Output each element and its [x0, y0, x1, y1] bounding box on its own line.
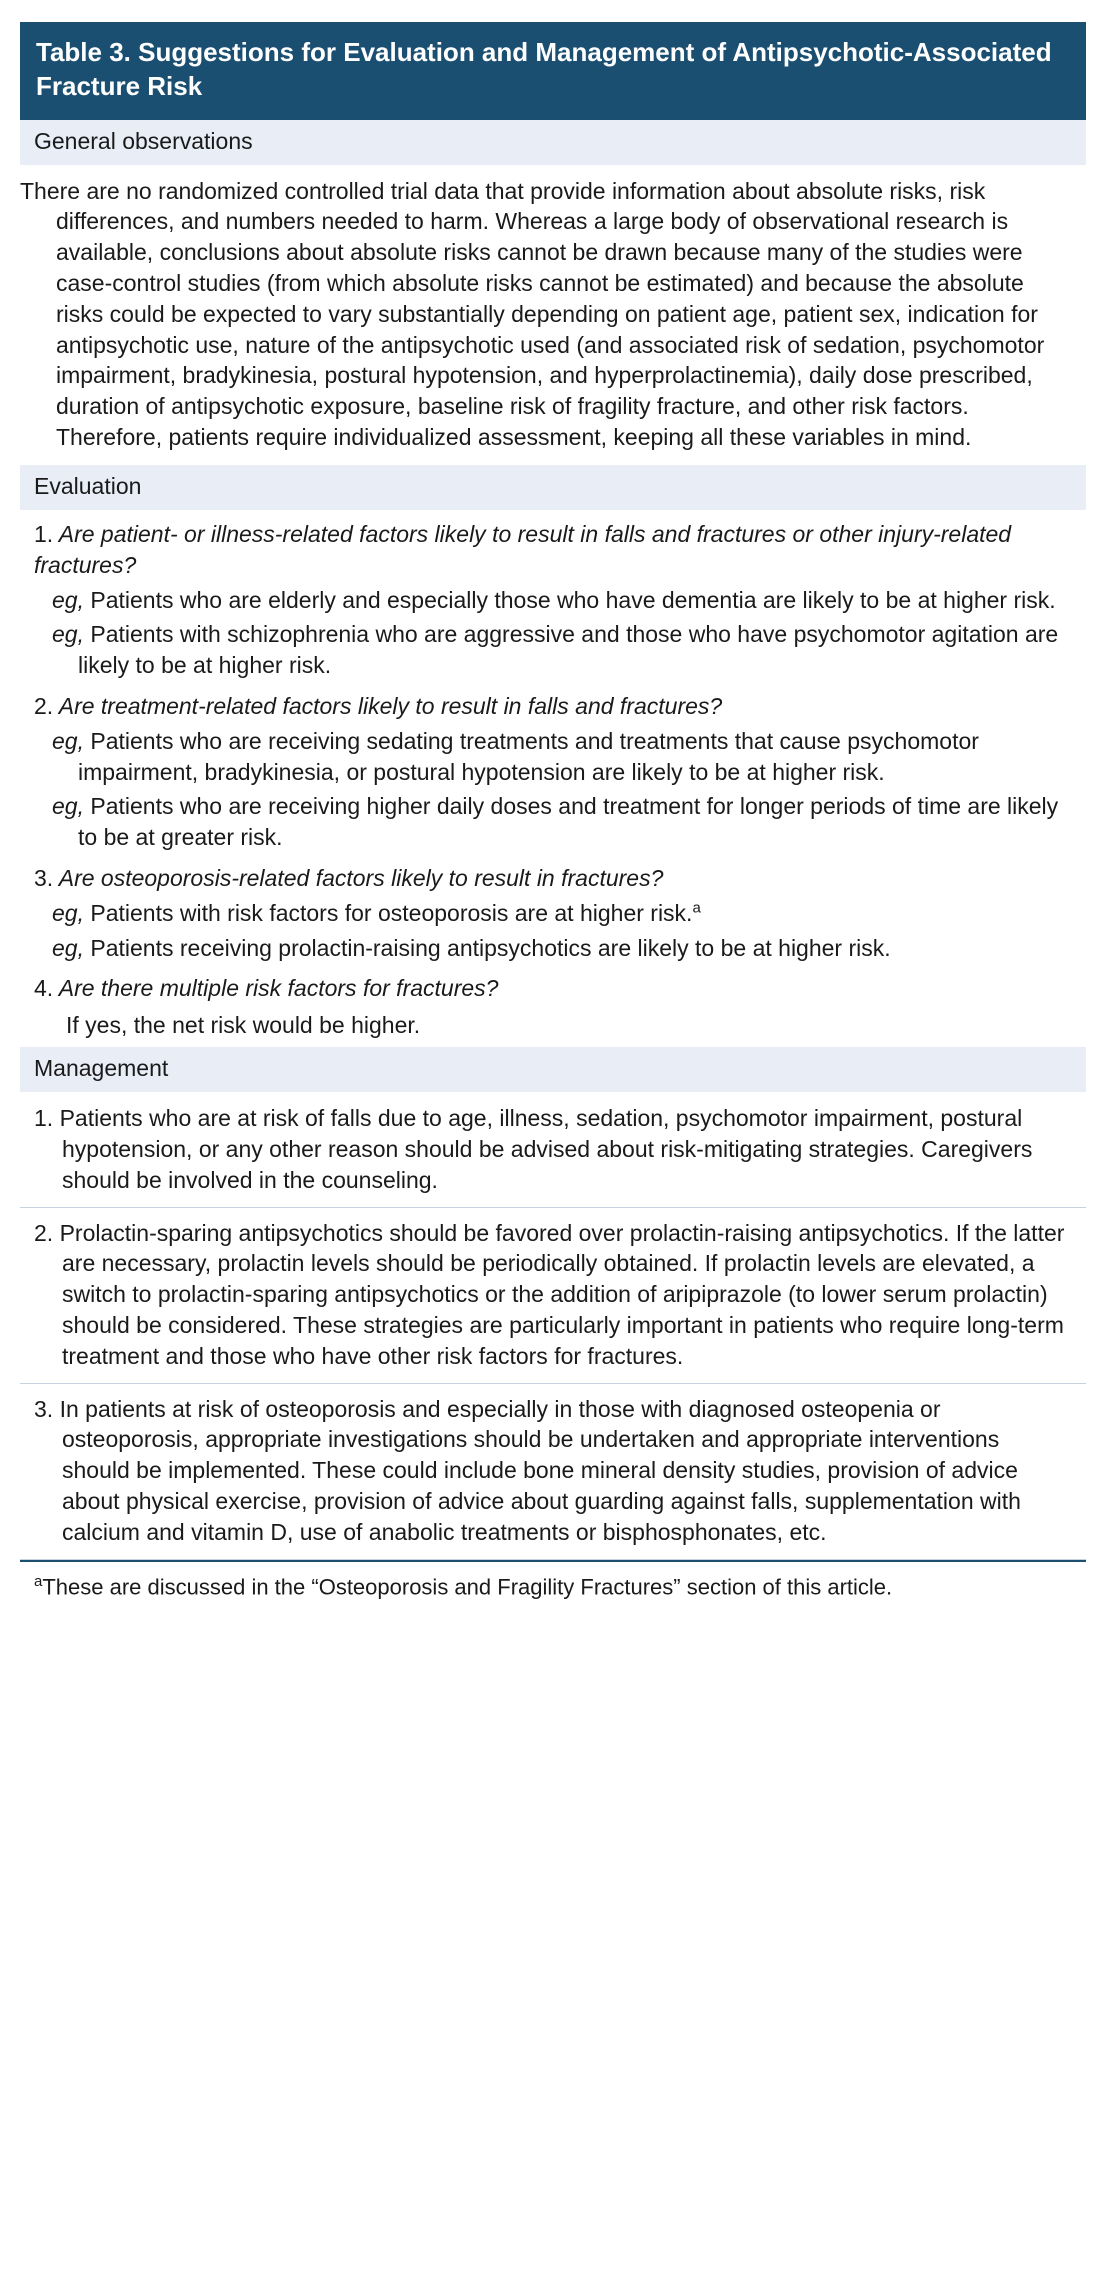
- management-item-3-text: In patients at risk of osteoporosis and especially in those with diagnosed osteopenia or osteoporosis, appropriate investigations should be undertaken and appropriate interventions should be implemented. These could include bone mineral density studies, provision of advice about physical exercise, provision of advice about guarding against falls, supplementation with calcium and vitamin D, use of anabolic treatments or bisphosphonates, etc.: [59, 1395, 1021, 1545]
- table-footnote: [20, 1562, 1086, 1616]
- footnote-marker-inline: a: [692, 899, 701, 917]
- evaluation-question-4-text: Are there multiple risk factors for fractures?: [58, 975, 499, 1002]
- eg-label: eg,: [52, 899, 84, 926]
- evaluation-answer-4: If yes, the net risk would be higher.: [66, 1012, 421, 1039]
- evaluation-example-1-1-text: Patients who are elderly and especially those who have dementia are likely to be at higher risk.: [90, 586, 1056, 613]
- section-heading-general-observations: General observations: [20, 120, 1086, 166]
- evaluation-example-1-2-text: Patients with schizophrenia who are aggressive and those who have psychomotor agitation are likely to be at higher risk.: [78, 621, 1059, 679]
- evaluation-example-2-2: [20, 789, 1086, 855]
- evaluation-example-2-2-text: Patients who are receiving higher daily doses and treatment for longer periods of time are likely to be at greater risk.: [78, 793, 1059, 851]
- evaluation-question-1: [20, 511, 1086, 583]
- evaluation-example-2-1: [20, 724, 1086, 790]
- evaluation-question-2: [20, 683, 1086, 724]
- management-item-1-number: 1.: [34, 1105, 54, 1132]
- management-item-2-text: Prolactin-sparing antipsychotics should be favored over prolactin-raising antipsychotics. If the latter are necessary, prolactin levels should be periodically obtained. If prolactin levels are elevated, a switch to prolactin-sparing antipsychotics or the addition of aripiprazole (to lower serum prolactin) should be considered. These strategies are particularly important in patients who require long-term treatment and those who have other risk factors for fractures.: [59, 1219, 1065, 1369]
- evaluation-question-3-number: 3.: [34, 865, 54, 892]
- eg-label: eg,: [52, 727, 84, 754]
- evaluation-question-1-text: Are patient- or illness-related factors likely to result in falls and fractures or other injury-related fractures?: [34, 520, 1012, 578]
- evaluation-question-2-number: 2.: [34, 692, 54, 719]
- evaluation-example-3-2: [20, 931, 1086, 966]
- footnote-text: These are discussed in the “Osteoporosis and Fragility Fractures” section of this article.: [42, 1573, 893, 1599]
- management-item-2-number: 2.: [34, 1219, 54, 1246]
- evaluation-example-2-1-text: Patients who are receiving sedating treatments and treatments that cause psychomotor impairment, bradykinesia, or postural hypotension are likely to be at higher risk.: [78, 727, 979, 785]
- eg-label: eg,: [52, 621, 84, 648]
- general-observations-paragraph: There are no randomized controlled trial data that provide information about absolute risks, risk differences, and numbers needed to harm. Whereas a large body of observational research is available, conclusions about absolute risks cannot be drawn because many of the studies were case-control studies (from which absolute risks cannot be estimated) and because the absolute risks could be expected to vary substantially depending on patient age, patient sex, indication for antipsychotic use, nature of the antipsychotic used (and associated risk of sedation, psychomotor impairment, bradykinesia, postural hypotension, and hyperprolactinemia), daily dose prescribed, duration of antipsychotic exposure, baseline risk of fragility fracture, and other risk factors. Therefore, patients require individualized assessment, keeping all these variables in mind.: [20, 177, 1045, 451]
- section-heading-management-label: Management: [34, 1055, 169, 1082]
- evaluation-example-1-2: [20, 617, 1086, 683]
- eg-label: eg,: [52, 934, 84, 961]
- management-item-3: [20, 1384, 1086, 1560]
- management-item-1-text: Patients who are at risk of falls due to age, illness, sedation, psychomotor impairment, postural hypotension, or any other reason should be advised about risk-mitigating strategies. Caregivers should be involved in the counseling.: [59, 1105, 1033, 1193]
- evaluation-example-3-1: [20, 896, 1086, 931]
- table-3: [20, 22, 1086, 1615]
- table-title: Table 3. Suggestions for Evaluation and Management of Antipsychotic-Associated Fracture Risk: [20, 22, 1086, 120]
- eg-label: eg,: [52, 586, 84, 613]
- management-item-1: [20, 1093, 1086, 1207]
- section-heading-management: [20, 1047, 1086, 1093]
- eg-label: eg,: [52, 793, 84, 820]
- evaluation-question-4-number: 4.: [34, 975, 54, 1002]
- management-item-2: [20, 1208, 1086, 1384]
- management-item-3-number: 3.: [34, 1395, 54, 1422]
- evaluation-question-4: [20, 965, 1086, 1006]
- evaluation-question-2-text: Are treatment-related factors likely to result in falls and fractures?: [58, 692, 723, 719]
- evaluation-example-3-2-text: Patients receiving prolactin-raising antipsychotics are likely to be at higher risk.: [90, 934, 891, 961]
- evaluation-question-1-number: 1.: [34, 520, 54, 547]
- evaluation-example-1-1: [20, 583, 1086, 618]
- evaluation-question-3-text: Are osteoporosis-related factors likely to result in fractures?: [58, 865, 664, 892]
- footnote-marker: a: [34, 1572, 43, 1590]
- section-heading-evaluation: Evaluation: [20, 465, 1086, 511]
- evaluation-example-3-1-text: Patients with risk factors for osteoporosis are at higher risk.: [90, 899, 693, 926]
- evaluation-question-3: [20, 855, 1086, 896]
